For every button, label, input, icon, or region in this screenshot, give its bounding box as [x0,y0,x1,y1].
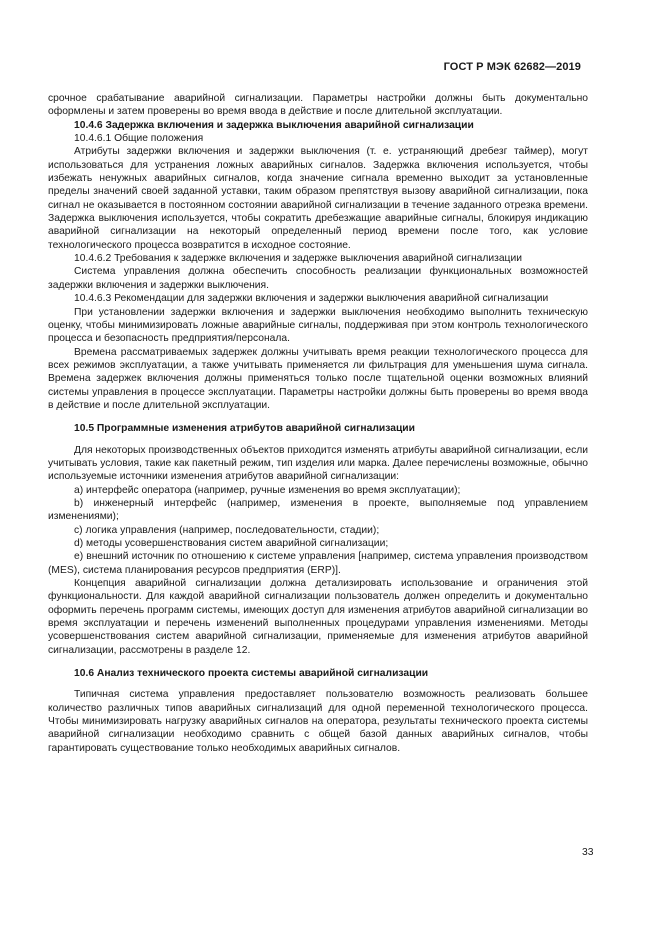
subheading-10-4-6-3: 10.4.6.3 Рекомендации для задержки включения и задержки выключения аварийной сигнализации [74,293,549,305]
document-body [48,92,588,755]
paragraph: Концепция аварийной сигнализации должна детализировать использование и ограничения этой функциональности. Для каждой аварийной сигнализации пользователь должен определить и документально оформить перечень программ системы, имеющих доступ для изменения атрибутов аварийной сигнализации во время эксплуатации и перечень изменений выполненных процедурами управления изменениями. Методы усовершенствования систем аварийной сигнализации, применяемые для изменения атрибутов аварийной сигнализации, рассмотрены в разделе 12. [48,578,588,656]
heading-10-4-6: 10.4.6 Задержка включения и задержка выключения аварийной сигнализации [74,119,474,131]
paragraph: Для некоторых производственных объектов приходится изменять атрибуты аварийной сигнализации, если учитывать условия, такие как пакетный режим, тип изделия или марка. Далее перечислены возможные, обычно используемые источники изменения атрибутов аварийной сигнализации: [48,444,588,483]
list-item-c: c) логика управления (например, последовательности, стадии); [74,524,380,536]
paragraph: срочное срабатывание аварийной сигнализации. Параметры настройки должны быть документально оформлены и затем проверены во время ввода в действие и после длительной эксплуатации. [48,93,588,118]
paragraph: Типичная система управления предоставляет пользователю возможность реализовать большее количество различных типов аварийных сигнализаций для одной переменной технологического процесса. Чтобы минимизировать нагрузку аварийных сигналов на оператора, результаты технического проекта системы аварийной сигнализации необходимо сравнить с общей базой данных аварийных сигналов, чтобы гарантировать существование только необходимых аварийных сигналов. [48,689,588,754]
paragraph: При установлении задержки включения и задержки выключения необходимо выполнить техническую оценку, чтобы минимизировать ложные аварийные сигналы, поддерживая при этом контроль технологического процесса и безопасность предприятия/персонала. [48,306,588,345]
page-number: 33 [582,847,594,858]
list-item-d: d) методы усовершенствования систем аварийной сигнализации; [74,538,389,549]
paragraph: Система управления должна обеспечить способность реализации функциональных возможностей задержки включения и задержки выключения. [48,266,588,291]
subheading-10-4-6-2: 10.4.6.2 Требования к задержке включения и задержке выключения аварийной сигнализации [74,253,522,265]
paragraph: Времена рассматриваемых задержек должны учитывать время реакции технологического процесса для всех режимов эксплуатации, а также учитывать применяется ли фильтрация для уменьшения шума сигнала. Времена задержек включения должны применяться только после тщательной оценки возможных влияний системы управления в процессе эксплуатации. Параметры настройки должны быть проверены во время ввода в действие и после длительной эксплуатации. [48,346,588,411]
document-header: ГОСТ Р МЭК 62682—2019 [443,61,581,73]
list-item-a: a) интерфейс оператора (например, ручные изменения во время эксплуатации); [74,484,461,496]
list-item-b: b) инженерный интерфейс (например, изменения в проекте, выполняемые под управлением изменениями); [48,497,588,523]
list-item-e: e) внешний источник по отношению к системе управления [например, система управления производством (MES), система планирования ресурсов предприятия (ERP)]. [48,551,588,576]
heading-10-5: 10.5 Программные изменения атрибутов аварийной сигнализации [74,423,415,435]
subheading-10-4-6-1: 10.4.6.1 Общие положения [74,133,204,145]
heading-10-6: 10.6 Анализ технического проекта системы аварийной сигнализации [74,668,429,680]
paragraph: Атрибуты задержки включения и задержки выключения (т. е. устраняющий дребезг таймер), могут использоваться для устранения ложных аварийных сигналов. Задержка включения используется, чтобы избежать ненужных аварийных сигналов, когда значение сигнала временно выходит за установленные пределы значений своей заданной уставки, таким образом препятствуя вызову аварийной сигнализации, пока сигнал не оказывается в постоянном состоянии аварийной сигнализации в течение заданного отрезка времени. Задержка выключения используется, чтобы сократить дребезжащие аварийные сигналы, блокируя индикацию аварийной сигнализации на некоторый определенный период времени после того, как условие технологического процесса возвратится в исходное состояние. [48,146,588,251]
